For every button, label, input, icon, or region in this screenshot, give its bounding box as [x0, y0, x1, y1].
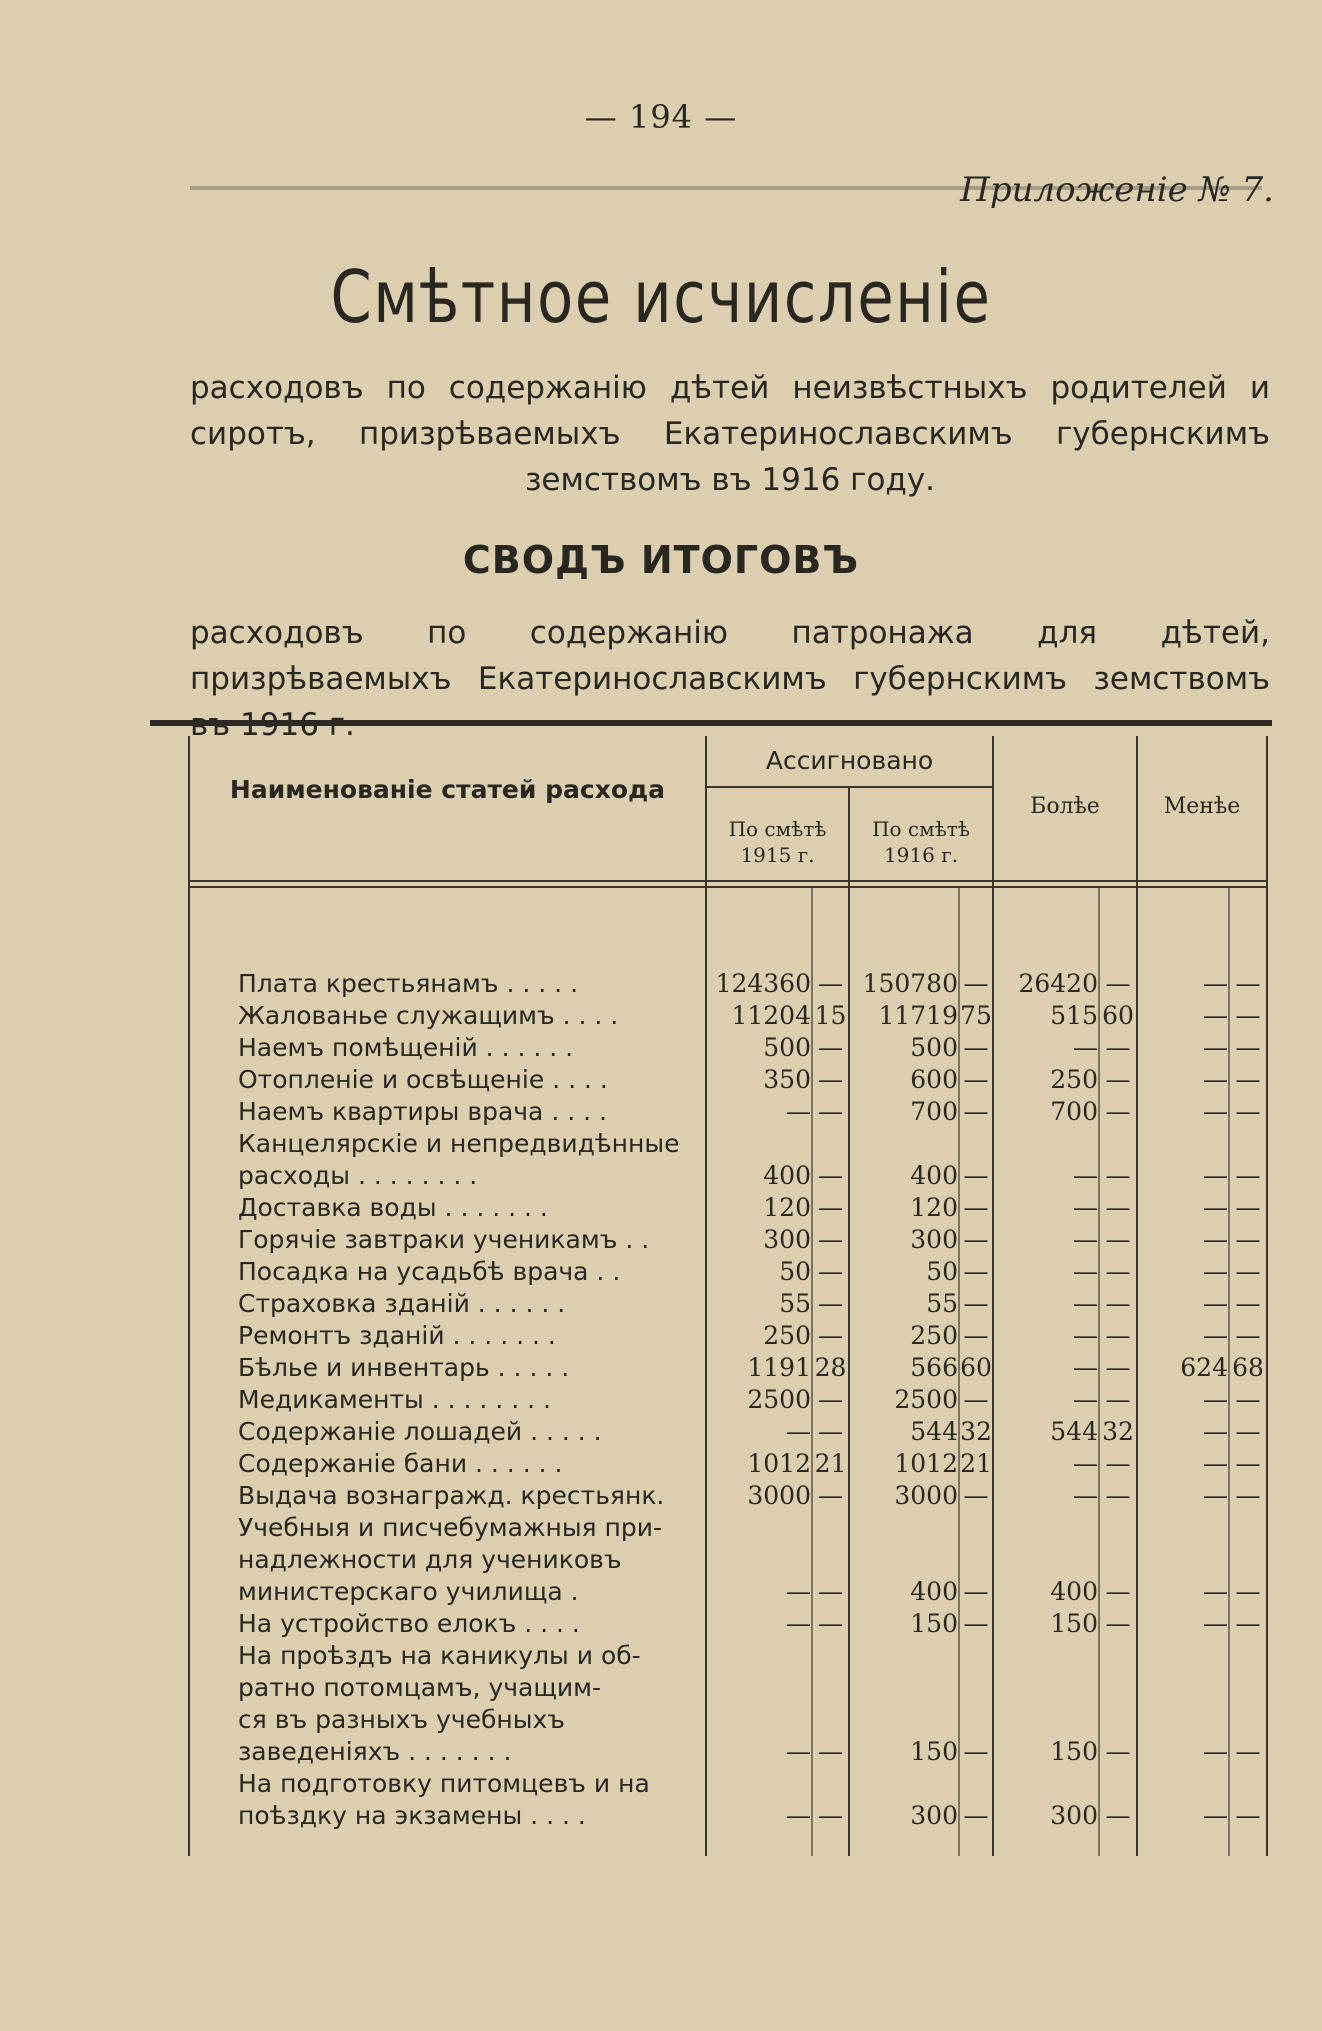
- table-row: [190, 1416, 1266, 1448]
- table-row: [190, 1768, 1266, 1832]
- table-row: [190, 1480, 1266, 1512]
- value-1916-kop: —: [963, 1609, 989, 1638]
- value-less-kop: —: [1235, 1737, 1261, 1766]
- value-1915-kop: 15: [814, 1001, 847, 1030]
- value-less-rub: —: [1203, 1289, 1228, 1318]
- table-row: [190, 1512, 1266, 1608]
- value-1915-kop: —: [818, 1417, 843, 1446]
- value-1915-rub: 250: [763, 1321, 811, 1350]
- row-name: На подготовку питомцевъ и на поѣздку на экзамены . . . .: [238, 1769, 650, 1830]
- value-1915-rub: 124360: [715, 969, 811, 998]
- value-more-kop: —: [1105, 1385, 1131, 1414]
- row-name: Содержаніе бани . . . . . .: [238, 1449, 563, 1478]
- value-1915-rub: 50: [779, 1257, 811, 1286]
- row-name: Учебныя и писчебумажныя при- надлежности для учениковъ министерскаго училища .: [238, 1513, 663, 1606]
- value-more-rub: 150: [1050, 1609, 1098, 1638]
- value-less-rub: —: [1203, 1257, 1228, 1286]
- value-1916-kop: —: [963, 1161, 989, 1190]
- value-more-kop: —: [1105, 1801, 1131, 1830]
- value-1915-kop: —: [818, 1193, 843, 1222]
- value-1916-rub: 566: [910, 1353, 958, 1382]
- table-row: [190, 1192, 1266, 1224]
- table-row: [190, 1096, 1266, 1128]
- value-1916-rub: 600: [910, 1065, 958, 1094]
- value-more-kop: —: [1105, 1257, 1131, 1286]
- table-row: [190, 1608, 1266, 1640]
- value-1915-kop: —: [818, 1033, 843, 1062]
- value-less-kop: —: [1235, 1225, 1261, 1254]
- value-1915-kop: 28: [814, 1353, 847, 1382]
- value-less-rub: —: [1203, 1033, 1228, 1062]
- value-1916-rub: 3000: [894, 1481, 958, 1510]
- value-1916-rub: 2500: [894, 1385, 958, 1414]
- row-name: Бѣлье и инвентарь . . . . .: [238, 1353, 570, 1382]
- row-name: Доставка воды . . . . . . .: [238, 1193, 548, 1222]
- row-name: Страховка зданій . . . . . .: [238, 1289, 566, 1318]
- value-1916-kop: 60: [960, 1353, 992, 1382]
- value-1915-kop: —: [818, 1737, 843, 1766]
- value-1916-kop: —: [963, 1737, 989, 1766]
- value-less-rub: —: [1203, 1001, 1228, 1030]
- value-more-rub: 300: [1050, 1801, 1098, 1830]
- value-1916-kop: —: [963, 1225, 989, 1254]
- header-bottom-rule: [190, 880, 1266, 882]
- value-1916-rub: 400: [910, 1161, 958, 1190]
- value-1915-rub: —: [786, 1737, 811, 1766]
- expense-table: [188, 736, 1268, 1856]
- value-less-rub: —: [1203, 1097, 1228, 1126]
- value-less-kop: —: [1235, 1417, 1261, 1446]
- value-less-rub: —: [1203, 1577, 1228, 1606]
- value-1915-rub: 55: [779, 1289, 811, 1318]
- value-1916-kop: 75: [960, 1001, 992, 1030]
- row-name: Содержаніе лошадей . . . . .: [238, 1417, 602, 1446]
- table-row: [190, 1128, 1266, 1192]
- table-row: [190, 1256, 1266, 1288]
- value-more-kop: —: [1105, 1161, 1131, 1190]
- value-less-rub: —: [1203, 969, 1228, 998]
- value-more-rub: —: [1073, 1225, 1098, 1254]
- value-less-kop: —: [1235, 1577, 1261, 1606]
- header-by-1916: По смѣтѣ 1916 г.: [872, 817, 970, 867]
- value-1916-kop: 21: [960, 1449, 992, 1478]
- value-more-kop: —: [1105, 1193, 1131, 1222]
- value-less-kop: —: [1235, 1289, 1261, 1318]
- table-row: [190, 1448, 1266, 1480]
- table-row: [190, 1288, 1266, 1320]
- value-1915-kop: —: [818, 1609, 843, 1638]
- value-less-rub: —: [1203, 1417, 1228, 1446]
- value-more-rub: —: [1073, 1321, 1098, 1350]
- value-1915-rub: 350: [763, 1065, 811, 1094]
- value-1916-kop: —: [963, 1257, 989, 1286]
- value-more-rub: 400: [1050, 1577, 1098, 1606]
- value-more-kop: —: [1105, 1033, 1131, 1062]
- value-less-rub: —: [1203, 1385, 1228, 1414]
- table-row: [190, 1000, 1266, 1032]
- row-name: На устройство елокъ . . . .: [238, 1609, 580, 1638]
- value-1916-kop: —: [963, 1801, 989, 1830]
- row-name: Плата крестьянамъ . . . . .: [238, 969, 579, 998]
- value-1915-rub: 1012: [747, 1449, 811, 1478]
- value-more-kop: —: [1105, 1737, 1131, 1766]
- table-row: [190, 1064, 1266, 1096]
- value-1916-kop: —: [963, 1033, 989, 1062]
- value-1915-rub: 400: [763, 1161, 811, 1190]
- value-1915-kop: —: [818, 1097, 843, 1126]
- value-more-rub: 26420: [1018, 969, 1098, 998]
- row-name: Наемъ квартиры врача . . . .: [238, 1097, 607, 1126]
- value-1915-rub: —: [786, 1801, 811, 1830]
- value-1915-kop: —: [818, 1289, 843, 1318]
- value-less-rub: —: [1203, 1609, 1228, 1638]
- header-assigned: Ассигновано: [765, 746, 934, 775]
- value-more-rub: 250: [1050, 1065, 1098, 1094]
- value-more-kop: —: [1105, 1225, 1131, 1254]
- value-more-rub: 150: [1050, 1737, 1098, 1766]
- value-less-kop: —: [1235, 1257, 1261, 1286]
- value-more-kop: —: [1105, 969, 1131, 998]
- value-more-kop: —: [1105, 1449, 1131, 1478]
- value-more-kop: —: [1105, 1609, 1131, 1638]
- summary-subtitle: расходовъ по содержанію патронажа для дѣтей, призрѣваемыхъ Екатеринославскимъ губернскимъ земствомъ: [190, 615, 1270, 697]
- value-1915-rub: 3000: [747, 1481, 811, 1510]
- value-1916-rub: 55: [926, 1289, 958, 1318]
- table-row: [190, 1352, 1266, 1384]
- value-1916-rub: 50: [926, 1257, 958, 1286]
- value-1915-kop: —: [818, 1481, 843, 1510]
- value-less-rub: —: [1203, 1225, 1228, 1254]
- value-more-kop: —: [1105, 1065, 1131, 1094]
- table-row: [190, 1384, 1266, 1416]
- value-1916-rub: 250: [910, 1321, 958, 1350]
- value-less-rub: —: [1203, 1737, 1228, 1766]
- value-1916-kop: —: [963, 1321, 989, 1350]
- value-1915-kop: —: [818, 1577, 843, 1606]
- value-less-kop: —: [1235, 1801, 1261, 1830]
- value-1915-rub: —: [786, 1609, 811, 1638]
- value-more-rub: —: [1073, 1289, 1098, 1318]
- value-1915-rub: 500: [763, 1033, 811, 1062]
- value-less-kop: —: [1235, 1481, 1261, 1510]
- value-1916-rub: 700: [910, 1097, 958, 1126]
- value-less-kop: —: [1235, 1033, 1261, 1062]
- row-name: Горячіе завтраки ученикамъ . .: [238, 1225, 650, 1254]
- table-row: [190, 1640, 1266, 1768]
- value-1916-kop: —: [963, 1385, 989, 1414]
- header-by-1915: По смѣтѣ 1915 г.: [728, 817, 827, 867]
- value-1915-rub: —: [786, 1097, 811, 1126]
- value-1916-rub: 544: [910, 1417, 958, 1446]
- appendix-label: Приложеніе № 7.: [960, 170, 1274, 210]
- row-name: Медикаменты . . . . . . . .: [238, 1385, 551, 1414]
- row-name: Канцелярскіе и непредвидѣнные расходы . . . . . . . .: [238, 1129, 680, 1190]
- value-more-kop: 32: [1102, 1417, 1134, 1446]
- divider-rule: [150, 720, 1272, 726]
- value-1915-kop: —: [818, 1321, 843, 1350]
- row-name: Отопленіе и освѣщеніе . . . .: [238, 1065, 608, 1094]
- value-1916-kop: —: [963, 1065, 989, 1094]
- value-1915-kop: —: [818, 1801, 843, 1830]
- value-more-rub: —: [1073, 1449, 1098, 1478]
- value-less-rub: —: [1203, 1065, 1228, 1094]
- row-name: Выдача вознагражд. крестьянк.: [238, 1481, 665, 1510]
- value-less-kop: —: [1235, 1449, 1261, 1478]
- value-more-rub: 700: [1050, 1097, 1098, 1126]
- value-less-rub: —: [1203, 1161, 1228, 1190]
- header-less: Менѣе: [1163, 794, 1241, 819]
- value-more-kop: —: [1105, 1097, 1131, 1126]
- value-less-kop: —: [1235, 1193, 1261, 1222]
- value-1916-kop: —: [963, 969, 989, 998]
- value-less-kop: —: [1235, 969, 1261, 998]
- value-1915-rub: —: [786, 1417, 811, 1446]
- value-1916-rub: 150780: [862, 969, 958, 998]
- value-1915-kop: —: [818, 1257, 843, 1286]
- row-name: Посадка на усадьбѣ врача . .: [238, 1257, 621, 1286]
- header-bottom-rule-2: [190, 886, 1266, 888]
- value-1916-kop: —: [963, 1481, 989, 1510]
- document-subtitle: расходовъ по содержанію дѣтей неизвѣстныхъ родителей и сиротъ, призрѣваемыхъ Екатеринославскимъ губернскимъ земствомъ въ 1916 году.: [190, 370, 1270, 498]
- value-1916-kop: —: [963, 1193, 989, 1222]
- value-less-kop: —: [1235, 1385, 1261, 1414]
- value-1915-kop: —: [818, 969, 843, 998]
- value-less-kop: —: [1235, 1161, 1261, 1190]
- value-less-kop: —: [1235, 1001, 1261, 1030]
- value-more-kop: —: [1105, 1481, 1131, 1510]
- table-row: [190, 1032, 1266, 1064]
- value-1915-kop: —: [818, 1225, 843, 1254]
- value-1915-kop: —: [818, 1065, 843, 1094]
- value-less-kop: —: [1235, 1609, 1261, 1638]
- row-name: Наемъ помѣщеній . . . . . .: [238, 1033, 574, 1062]
- value-less-rub: —: [1203, 1801, 1228, 1830]
- value-1916-kop: 32: [960, 1417, 992, 1446]
- table-row: [190, 968, 1266, 1000]
- value-1915-kop: —: [818, 1161, 843, 1190]
- value-1916-rub: 150: [910, 1737, 958, 1766]
- value-more-rub: 515: [1050, 1001, 1098, 1030]
- value-1916-kop: —: [963, 1097, 989, 1126]
- summary-title: СВОДЪ ИТОГОВЪ: [462, 538, 860, 582]
- value-less-rub: —: [1203, 1449, 1228, 1478]
- value-more-rub: 544: [1050, 1417, 1098, 1446]
- value-1916-rub: 400: [910, 1577, 958, 1606]
- value-more-rub: —: [1073, 1481, 1098, 1510]
- value-more-rub: —: [1073, 1385, 1098, 1414]
- value-1916-rub: 11719: [878, 1001, 958, 1030]
- value-1916-rub: 500: [910, 1033, 958, 1062]
- row-name: Ремонтъ зданій . . . . . . .: [238, 1321, 556, 1350]
- value-more-rub: —: [1073, 1257, 1098, 1286]
- value-more-rub: —: [1073, 1033, 1098, 1062]
- value-1916-rub: 300: [910, 1801, 958, 1830]
- value-1915-rub: 1191: [747, 1353, 811, 1382]
- table-row: [190, 1224, 1266, 1256]
- value-1916-rub: 120: [910, 1193, 958, 1222]
- value-less-kop: 68: [1232, 1353, 1264, 1382]
- value-1915-rub: 120: [763, 1193, 811, 1222]
- value-less-rub: —: [1203, 1481, 1228, 1510]
- value-more-kop: —: [1105, 1577, 1131, 1606]
- value-more-kop: 60: [1102, 1001, 1134, 1030]
- value-1916-rub: 1012: [894, 1449, 958, 1478]
- value-1915-rub: 300: [763, 1225, 811, 1254]
- value-more-rub: —: [1073, 1193, 1098, 1222]
- value-more-rub: —: [1073, 1161, 1098, 1190]
- value-less-rub: —: [1203, 1321, 1228, 1350]
- value-1915-rub: 2500: [747, 1385, 811, 1414]
- value-less-kop: —: [1235, 1065, 1261, 1094]
- value-1916-kop: —: [963, 1289, 989, 1318]
- header-more: Болѣе: [1030, 794, 1100, 819]
- header-item-name: Наименованіе статей расхода: [229, 775, 666, 804]
- value-more-kop: —: [1105, 1353, 1131, 1382]
- row-name: На проѣздъ на каникулы и об- ратно потомцамъ, учащим- ся въ разныхъ учебныхъ заведеніяхъ . . . . . . .: [238, 1641, 641, 1766]
- value-less-rub: —: [1203, 1193, 1228, 1222]
- document-title: Смѣтное исчисленіе: [330, 255, 992, 339]
- value-1915-kop: 21: [814, 1449, 847, 1478]
- row-name: Жалованье служащимъ . . . .: [238, 1001, 619, 1030]
- value-1916-rub: 300: [910, 1225, 958, 1254]
- value-less-kop: —: [1235, 1097, 1261, 1126]
- page-number: — 194 —: [584, 98, 738, 136]
- value-1915-rub: 11204: [731, 1001, 811, 1030]
- value-1916-kop: —: [963, 1577, 989, 1606]
- value-less-rub: 624: [1180, 1353, 1228, 1382]
- value-1915-rub: —: [786, 1577, 811, 1606]
- value-less-kop: —: [1235, 1321, 1261, 1350]
- table-row: [190, 1320, 1266, 1352]
- value-more-kop: —: [1105, 1321, 1131, 1350]
- value-1916-rub: 150: [910, 1609, 958, 1638]
- value-1915-kop: —: [818, 1385, 843, 1414]
- value-more-rub: —: [1073, 1353, 1098, 1382]
- value-more-kop: —: [1105, 1289, 1131, 1318]
